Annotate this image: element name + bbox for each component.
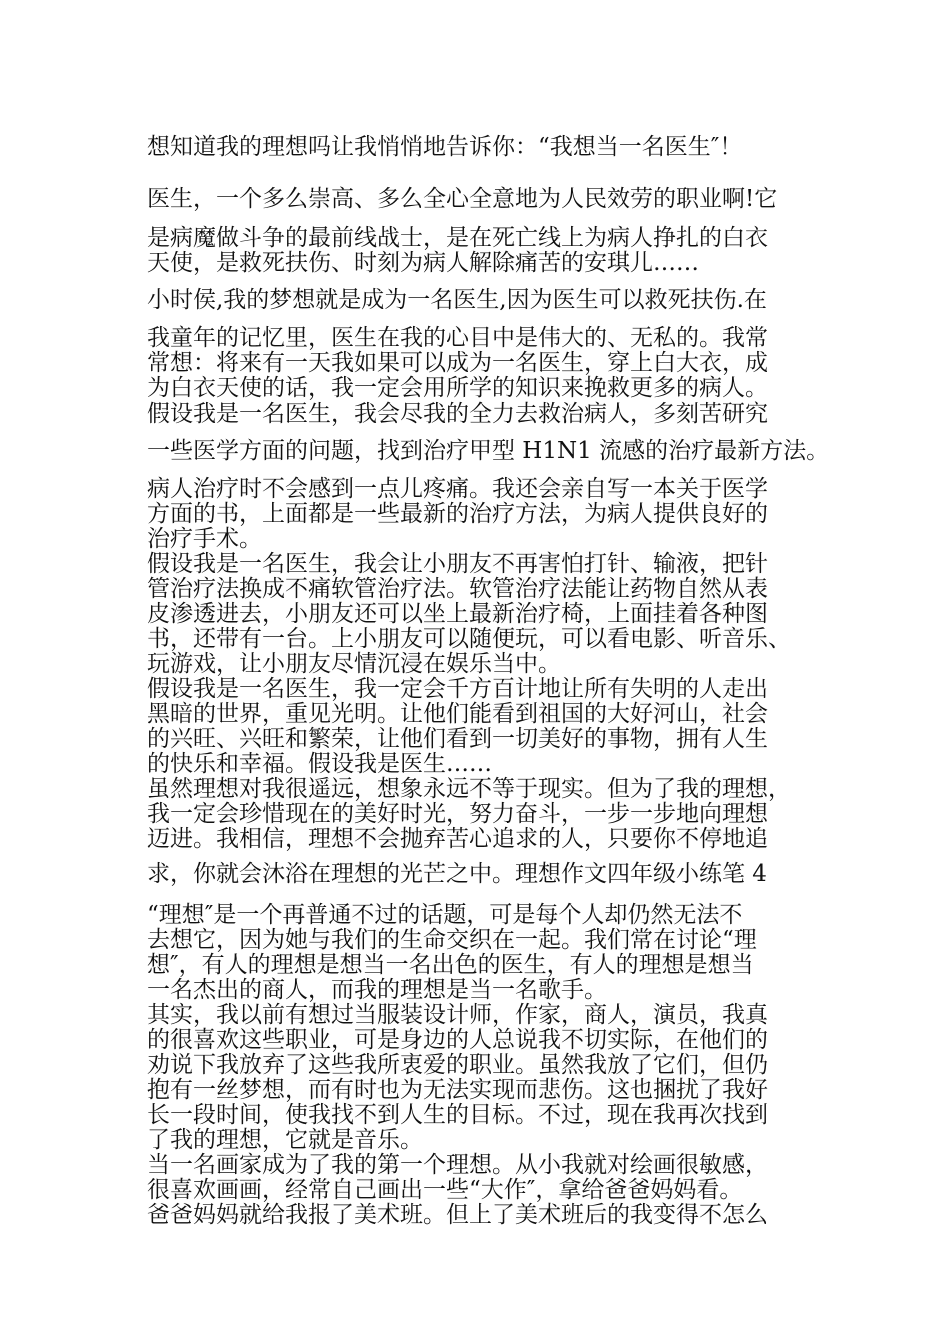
text-line: 想知道我的理想吗让我悄悄地告诉你：“我想当一名医生″！ — [147, 134, 743, 160]
text-line: 皮渗透进去，小朋友还可以坐上最新治疗椅，上面挂着各种图 — [147, 601, 768, 627]
text-line: 劝说下我放弃了这些我所衷爱的职业。虽然我放了它们，但仍 — [147, 1052, 768, 1078]
text-line: 我童年的记忆里，医生在我的心目中是伟大的、无私的。我常 — [147, 325, 768, 351]
text-line: 病人治疗时不会感到一点儿疼痛。我还会亲自写一本关于医学 — [147, 476, 768, 502]
text-line: 抱有一丝梦想，而有时也为无法实现而悲伤。这也捆扰了我好 — [147, 1077, 768, 1103]
text-line: “理想″是一个再普通不过的话题，可是每个人却仍然无法不 — [147, 902, 743, 928]
text-line: 的很喜欢这些职业，可是身边的人总说我不切实际，在他们的 — [147, 1027, 768, 1053]
text-line: 去想它，因为她与我们的生命交织在一起。我们常在讨论“理 — [147, 927, 757, 953]
text-line: 虽然理想对我很遥远，想象永远不等于现实。但为了我的理想， — [147, 776, 791, 802]
text-line: 一名杰出的商人，而我的理想是当一名歌手。 — [147, 977, 607, 1003]
text-line: 一些医学方面的问题，找到治疗甲型 H1N1 流感的治疗最新方法。 — [147, 438, 830, 464]
text-line: 当一名画家成为了我的第一个理想。从小我就对绘画很敏感， — [147, 1152, 768, 1178]
text-line: 假设我是一名医生，我一定会千方百计地让所有失明的人走出 — [147, 676, 768, 702]
text-line: 小时侯,我的梦想就是成为一名医生,因为医生可以救死扶伤.在 — [147, 287, 767, 313]
text-line: 假设我是一名医生，我会尽我的全力去救治病人，多刻苦研究 — [147, 401, 768, 427]
text-line: 想″，有人的理想是想当一名出色的医生，有人的理想是想当 — [147, 952, 754, 978]
text-line: 爸爸妈妈就给我报了美术班。但上了美术班后的我变得不怎么 — [147, 1202, 768, 1228]
text-line: 方面的书，上面都是一些最新的治疗方法，为病人提供良好的 — [147, 501, 768, 527]
text-line: 迈进。我相信，理想不会抛弃苦心追求的人，只要你不停地追 — [147, 826, 768, 852]
text-line: 我一定会珍惜现在的美好时光，努力奋斗，一步一步地向理想 — [147, 801, 768, 827]
text-line: 的兴旺、兴旺和繁荣，让他们看到一切美好的事物，拥有人生 — [147, 726, 768, 752]
text-line: 管治疗法换成不痛软管治疗法。软管治疗法能让药物自然从表 — [147, 576, 768, 602]
text-line: 为白衣天使的话，我一定会用所学的知识来挽救更多的病人。 — [147, 375, 768, 401]
text-line: 假设我是一名医生，我会让小朋友不再害怕打针、输液，把针 — [147, 551, 768, 577]
text-line: 的快乐和幸福。假设我是医生…… — [147, 751, 492, 777]
text-line: 医生，一个多么崇高、多么全心全意地为人民效劳的职业啊!它 — [147, 186, 778, 212]
text-line: 玩游戏，让小朋友尽情沉浸在娱乐当中。 — [147, 651, 561, 677]
text-line: 常想：将来有一天我如果可以成为一名医生，穿上白大衣，成 — [147, 350, 768, 376]
text-line: 其实，我以前有想过当服装设计师，作家，商人，演员，我真 — [147, 1002, 768, 1028]
text-line: 长一段时间，使我找不到人生的目标。不过，现在我再次找到 — [147, 1102, 768, 1128]
text-line: 求，你就会沐浴在理想的光芒之中。理想作文四年级小练笔 4 — [147, 861, 767, 887]
text-line: 很喜欢画画，经常自己画出一些“大作″，拿给爸爸妈妈看。 — [147, 1177, 743, 1203]
text-line: 了我的理想，它就是音乐。 — [147, 1127, 423, 1153]
text-line: 是病魔做斗争的最前线战士，是在死亡线上为病人挣扎的白衣 — [147, 225, 768, 251]
text-line: 黑暗的世界，重见光明。让他们能看到祖国的大好河山，社会 — [147, 701, 768, 727]
text-line: 治疗手术。 — [147, 526, 262, 552]
text-line: 天使，是救死扶伤、时刻为病人解除痛苦的安琪儿…… — [147, 250, 699, 276]
text-line: 书，还带有一台。上小朋友可以随便玩，可以看电影、听音乐、 — [147, 626, 791, 652]
